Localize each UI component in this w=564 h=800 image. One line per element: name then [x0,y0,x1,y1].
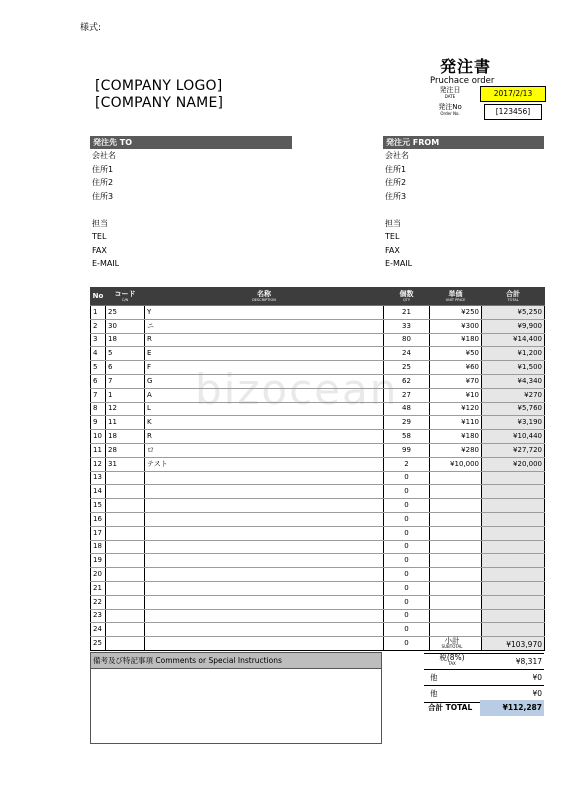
table-cell[interactable]: ¥10 [430,388,482,402]
table-cell[interactable]: ¥70 [430,374,482,388]
to-line: 住所2 [92,178,114,187]
table-cell[interactable] [145,581,384,595]
table-cell[interactable] [482,609,545,623]
table-row [91,361,545,375]
table-cell[interactable]: 5 [91,361,106,375]
table-cell[interactable]: 11 [91,443,106,457]
table-cell[interactable]: G [145,374,384,388]
table-row [91,347,545,361]
from-heading: 発注元 FROM [383,136,544,149]
company-logo-placeholder: [COMPANY LOGO] [95,78,223,94]
to-line: E-MAIL [92,259,120,268]
table-cell[interactable]: ¥1,500 [482,361,545,375]
table-cell[interactable]: ¥10,000 [430,457,482,471]
table-row [91,485,545,499]
table-cell[interactable]: ¥300 [430,319,482,333]
table-cell[interactable]: 0 [384,485,430,499]
comments-box[interactable] [90,652,382,744]
table-cell[interactable] [106,554,145,568]
total-label: 合計 TOTAL [428,703,473,712]
table-cell[interactable]: 6 [106,361,145,375]
table-row [91,526,545,540]
table-cell[interactable]: ¥4,340 [482,374,545,388]
table-cell[interactable] [106,471,145,485]
table-cell[interactable]: 21 [91,581,106,595]
table-cell[interactable]: 62 [384,374,430,388]
table-cell[interactable] [430,471,482,485]
table-cell[interactable] [430,568,482,582]
order-no-label: 発注No Order No. [438,103,462,116]
from-line: E-MAIL [385,259,413,268]
table-row [91,457,545,471]
table-row [91,568,545,582]
table-cell[interactable] [106,512,145,526]
other2-value: ¥0 [532,689,542,698]
table-cell[interactable]: L [145,402,384,416]
table-cell[interactable]: ¥27,720 [482,443,545,457]
form-label: 様式: [80,23,102,33]
table-cell[interactable]: ¥10,440 [482,430,545,444]
table-cell[interactable]: 99 [384,443,430,457]
from-line [385,203,412,217]
table-cell[interactable]: ¥3,190 [482,416,545,430]
table-cell[interactable]: 0 [384,554,430,568]
table-cell[interactable]: 12 [106,402,145,416]
total-value: ¥112,287 [480,700,544,716]
table-cell[interactable] [430,609,482,623]
table-cell[interactable]: 2 [384,457,430,471]
column-header-4: 単価 UNIT PRICE [430,288,482,306]
table-cell[interactable]: テスト [145,457,384,471]
table-cell[interactable]: 6 [91,374,106,388]
table-cell[interactable] [482,485,545,499]
table-cell[interactable] [430,485,482,499]
table-cell[interactable] [145,526,384,540]
table-cell[interactable]: 14 [91,485,106,499]
from-line: 住所1 [385,164,407,174]
other1-label: 他 [430,673,438,682]
company-name-placeholder: [COMPANY NAME] [95,95,224,111]
order-no-field[interactable]: [123456] [484,104,542,120]
table-cell[interactable]: 8 [91,402,106,416]
watermark: bizocean [195,365,399,414]
table-cell[interactable] [145,623,384,637]
table-cell[interactable]: 4 [91,347,106,361]
table-cell[interactable] [106,595,145,609]
column-header-2: 名称 DESCRIPTION [145,288,384,306]
table-cell[interactable] [106,526,145,540]
table-cell[interactable]: 0 [384,512,430,526]
table-cell[interactable]: K [145,416,384,430]
table-cell[interactable]: 15 [91,499,106,513]
table-cell[interactable] [482,623,545,637]
table-row [91,554,545,568]
table-cell[interactable]: ¥270 [482,388,545,402]
table-cell[interactable]: ¥9,900 [482,319,545,333]
table-cell[interactable]: 58 [384,430,430,444]
table-cell[interactable]: 0 [384,609,430,623]
table-cell[interactable]: 3 [91,333,106,347]
from-line: TEL [385,232,400,241]
table-cell[interactable]: 0 [384,540,430,554]
table-cell[interactable] [106,568,145,582]
table-cell[interactable]: ¥5,760 [482,402,545,416]
table-cell[interactable] [145,609,384,623]
table-cell[interactable] [106,485,145,499]
table-row [91,609,545,623]
table-cell[interactable]: F [145,361,384,375]
subtotal-label: 小計 SUBTOTAL [441,636,463,649]
table-cell[interactable] [106,623,145,637]
table-cell[interactable]: 2 [91,319,106,333]
table-cell[interactable]: ¥50 [430,347,482,361]
table-row [91,416,545,430]
table-cell[interactable]: 28 [106,443,145,457]
table-cell[interactable] [430,540,482,554]
table-cell[interactable]: 33 [384,319,430,333]
table-cell[interactable] [482,568,545,582]
table-cell[interactable] [145,540,384,554]
other1-row [424,669,544,686]
order-date-field[interactable]: 2017/2/13 [480,86,546,102]
table-cell[interactable] [145,471,384,485]
table-cell[interactable]: 22 [91,595,106,609]
table-cell[interactable]: ¥180 [430,333,482,347]
table-cell[interactable]: R [145,430,384,444]
table-cell[interactable]: 31 [106,457,145,471]
table-row [91,430,545,444]
table-cell[interactable] [482,581,545,595]
table-cell[interactable]: 19 [91,554,106,568]
table-cell[interactable] [430,499,482,513]
table-cell[interactable] [106,609,145,623]
table-cell[interactable]: 18 [91,540,106,554]
table-cell[interactable]: ¥280 [430,443,482,457]
table-cell[interactable]: 30 [106,319,145,333]
table-row [91,319,545,333]
table-cell[interactable]: 5 [106,347,145,361]
table-cell[interactable]: ロ [145,443,384,457]
to-line: FAX [92,245,107,255]
table-cell[interactable] [482,526,545,540]
table-cell[interactable]: 24 [384,347,430,361]
table-cell[interactable] [106,499,145,513]
table-cell[interactable]: E [145,347,384,361]
table-cell[interactable]: 0 [384,526,430,540]
tax-label: 税(8%) TAX [439,653,465,666]
table-cell[interactable]: 0 [384,568,430,582]
table-cell[interactable]: ¥5,250 [482,306,545,320]
table-cell[interactable]: Y [145,306,384,320]
table-cell[interactable] [430,526,482,540]
table-cell[interactable] [430,623,482,637]
total-row [424,700,544,716]
column-header-3: 個数 QTY [384,288,430,306]
table-cell[interactable] [430,581,482,595]
table-cell[interactable]: 16 [91,512,106,526]
from-line: 担当 [385,218,401,228]
table-cell[interactable]: ¥14,400 [482,333,545,347]
table-cell[interactable]: 0 [384,499,430,513]
table-cell[interactable]: 1 [106,388,145,402]
table-row [91,595,545,609]
to-heading: 発注先 TO [90,136,292,149]
to-details [92,149,119,271]
to-line: 担当 [92,218,108,228]
comments-heading: 備考及び特記事項 Comments or Special Instructions [91,653,381,669]
table-cell[interactable]: 0 [384,595,430,609]
subtotal-value: ¥103,970 [506,640,542,649]
table-row [91,306,545,320]
table-row [91,402,545,416]
table-row [91,471,545,485]
table-row [91,581,545,595]
table-cell[interactable]: 25 [91,637,106,651]
from-details [385,149,412,271]
table-row [91,512,545,526]
table-cell[interactable]: A [145,388,384,402]
table-cell[interactable] [145,485,384,499]
table-cell[interactable]: ニ [145,319,384,333]
table-row [91,499,545,513]
table-cell[interactable]: ¥120 [430,402,482,416]
table-cell[interactable]: 0 [384,471,430,485]
table-cell[interactable] [430,512,482,526]
table-cell[interactable]: 29 [384,416,430,430]
table-cell[interactable] [430,554,482,568]
table-cell[interactable] [145,568,384,582]
to-line: TEL [92,232,107,241]
other2-label: 他 [430,689,438,698]
table-cell[interactable]: 18 [106,430,145,444]
table-cell[interactable]: 48 [384,402,430,416]
table-cell[interactable]: 11 [106,416,145,430]
table-cell[interactable]: 12 [91,457,106,471]
table-cell[interactable] [106,540,145,554]
from-line: 住所3 [385,191,407,201]
table-cell[interactable]: 17 [91,526,106,540]
items-table [90,287,545,651]
table-cell[interactable]: 24 [91,623,106,637]
table-cell[interactable]: ¥1,200 [482,347,545,361]
table-cell[interactable]: ¥110 [430,416,482,430]
to-line: 会社名 [92,151,116,160]
from-line: 会社名 [385,151,409,160]
table-cell[interactable]: ¥20,000 [482,457,545,471]
table-cell[interactable]: 18 [106,333,145,347]
table-cell[interactable]: 9 [91,416,106,430]
table-cell[interactable]: 80 [384,333,430,347]
table-cell[interactable]: 7 [91,388,106,402]
table-cell[interactable] [482,540,545,554]
table-row [91,333,545,347]
table-cell[interactable] [145,512,384,526]
tax-value: ¥8,317 [515,657,542,666]
table-cell[interactable]: 0 [384,581,430,595]
table-cell[interactable]: 13 [91,471,106,485]
table-cell[interactable] [145,595,384,609]
to-line: 住所1 [92,164,114,174]
table-cell[interactable] [145,554,384,568]
table-cell[interactable] [145,499,384,513]
from-line: 住所2 [385,178,407,187]
column-header-5: 合計 TOTAL [482,288,545,306]
table-row [91,540,545,554]
table-cell[interactable] [482,595,545,609]
table-cell[interactable] [430,595,482,609]
column-header-0: No [91,288,106,306]
table-cell[interactable] [482,554,545,568]
table-row [91,443,545,457]
to-line: 住所3 [92,191,114,201]
table-row [91,388,545,402]
table-cell[interactable]: 21 [384,306,430,320]
column-header-1: コード C/N [106,288,145,306]
table-cell[interactable]: 10 [91,430,106,444]
table-cell[interactable]: 27 [384,388,430,402]
table-cell[interactable]: 1 [91,306,106,320]
date-label: 発注日 DATE [439,86,461,99]
to-line [92,203,119,217]
table-row [91,623,545,637]
table-cell[interactable] [106,637,145,651]
table-row [91,374,545,388]
table-cell[interactable]: 25 [106,306,145,320]
po-subtitle: Pruchace order [430,76,495,86]
subtotal-row [424,637,544,653]
table-cell[interactable]: R [145,333,384,347]
table-cell[interactable]: 0 [384,637,430,651]
table-cell[interactable] [106,581,145,595]
other1-value: ¥0 [532,673,542,682]
table-cell[interactable]: 7 [106,374,145,388]
table-cell[interactable]: ¥180 [430,430,482,444]
table-cell[interactable] [482,499,545,513]
tax-row [424,653,544,670]
table-cell[interactable]: 23 [91,609,106,623]
table-cell[interactable]: ¥250 [430,306,482,320]
from-line: FAX [385,245,400,255]
table-cell[interactable]: ¥60 [430,361,482,375]
table-cell[interactable] [482,471,545,485]
table-cell[interactable]: 0 [384,623,430,637]
table-cell[interactable] [482,512,545,526]
table-cell[interactable] [145,637,384,651]
table-cell[interactable]: 25 [384,361,430,375]
table-cell[interactable]: 20 [91,568,106,582]
po-title: 発注書 [440,57,492,76]
